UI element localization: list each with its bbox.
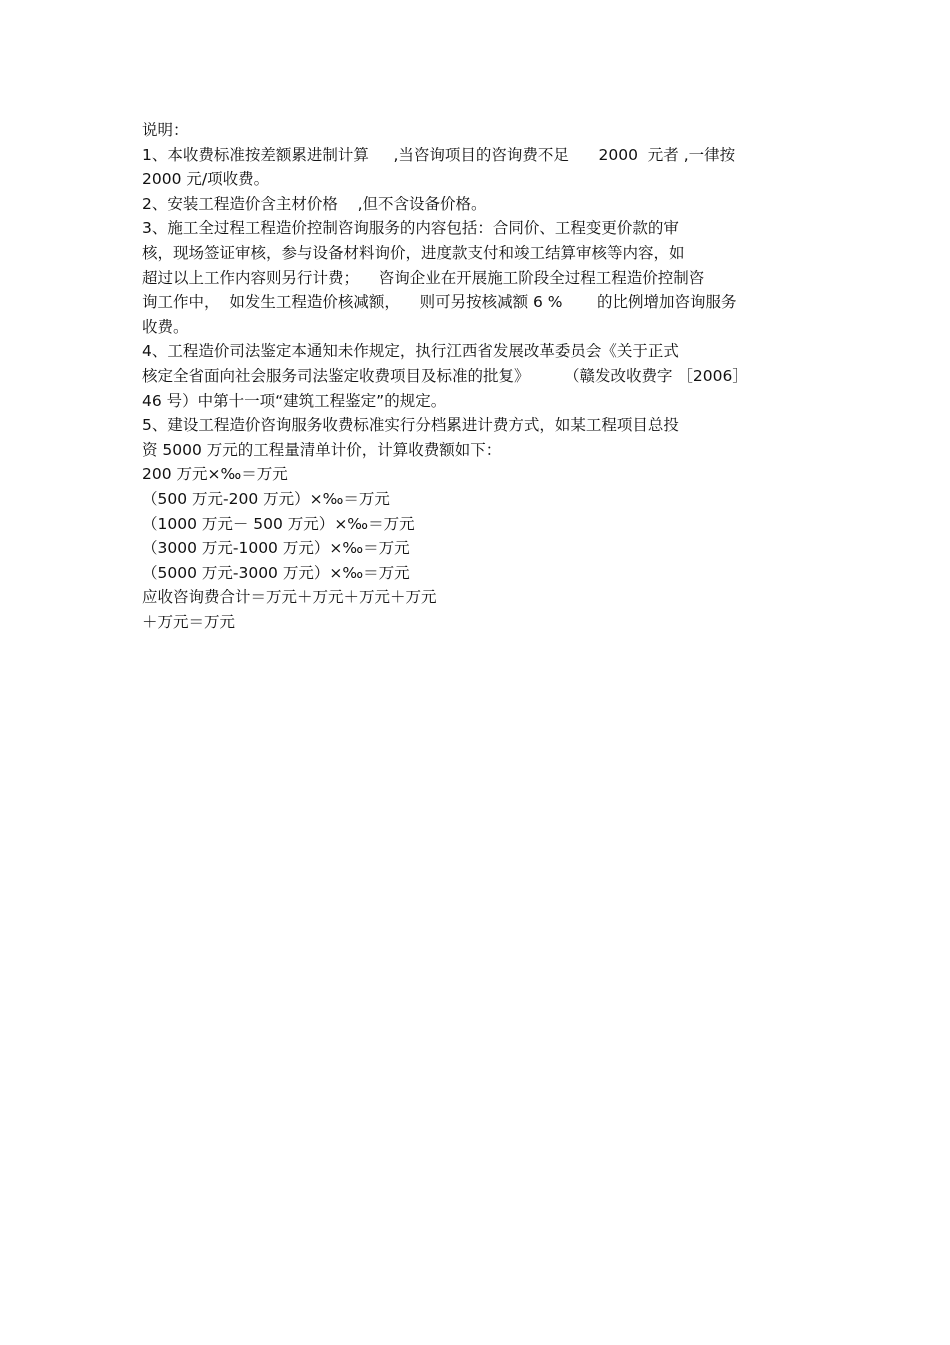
text-line: 超过以上工作内容则另行计费； 咨询企业在开展施工阶段全过程工程造价控制咨	[142, 268, 705, 287]
text-line: 1、本收费标准按差额累进制计算 ,当咨询项目的咨询费不足 2000 元者 ,一律按	[142, 145, 736, 164]
text-line: 5、建设工程造价咨询服务收费标准实行分档累进计费方式，如某工程项目总投	[142, 416, 679, 435]
document-body	[142, 118, 822, 634]
formula-line: （3000 万元-1000 万元）×‰＝万元	[142, 539, 410, 558]
document-heading: 说明：	[142, 121, 189, 139]
text-line: 46 号）中第十一项“建筑工程鉴定”的规定。	[142, 391, 447, 410]
formula-line: 200 万元×‰＝万元	[142, 465, 288, 484]
formula-line: （1000 万元－ 500 万元）×‰＝万元	[142, 514, 415, 533]
formula-line: （5000 万元-3000 万元）×‰＝万元	[142, 563, 410, 582]
text-line: 4、工程造价司法鉴定本通知未作规定，执行江西省发展改革委员会《关于正式	[142, 342, 679, 361]
formula-line: 应收咨询费合计＝万元＋万元＋万元＋万元	[142, 588, 437, 607]
text-line: 3、施工全过程工程造价控制咨询服务的内容包括：合同价、工程变更价款的审	[142, 219, 679, 238]
text-line: 核定全省面向社会服务司法鉴定收费项目及标准的批复》 （赣发改收费字 ［2006］	[142, 366, 748, 385]
text-line: 收费。	[142, 317, 189, 336]
formula-line: （500 万元-200 万元）×‰＝万元	[142, 489, 390, 508]
text-line: 资 5000 万元的工程量清单计价，计算收费额如下：	[142, 440, 502, 459]
text-line: 2000 元/项收费。	[142, 170, 270, 189]
text-line: 核，现场签证审核，参与设备材料询价，进度款支付和竣工结算审核等内容，如	[142, 243, 685, 262]
text-line: 询工作中， 如发生工程造价核减额， 则可另按核减额 6 % 的比例增加咨询服务	[142, 293, 737, 312]
formula-line: ＋万元＝万元	[142, 612, 236, 631]
text-line: 2、安装工程造价含主材价格 ,但不含设备价格。	[142, 194, 487, 213]
